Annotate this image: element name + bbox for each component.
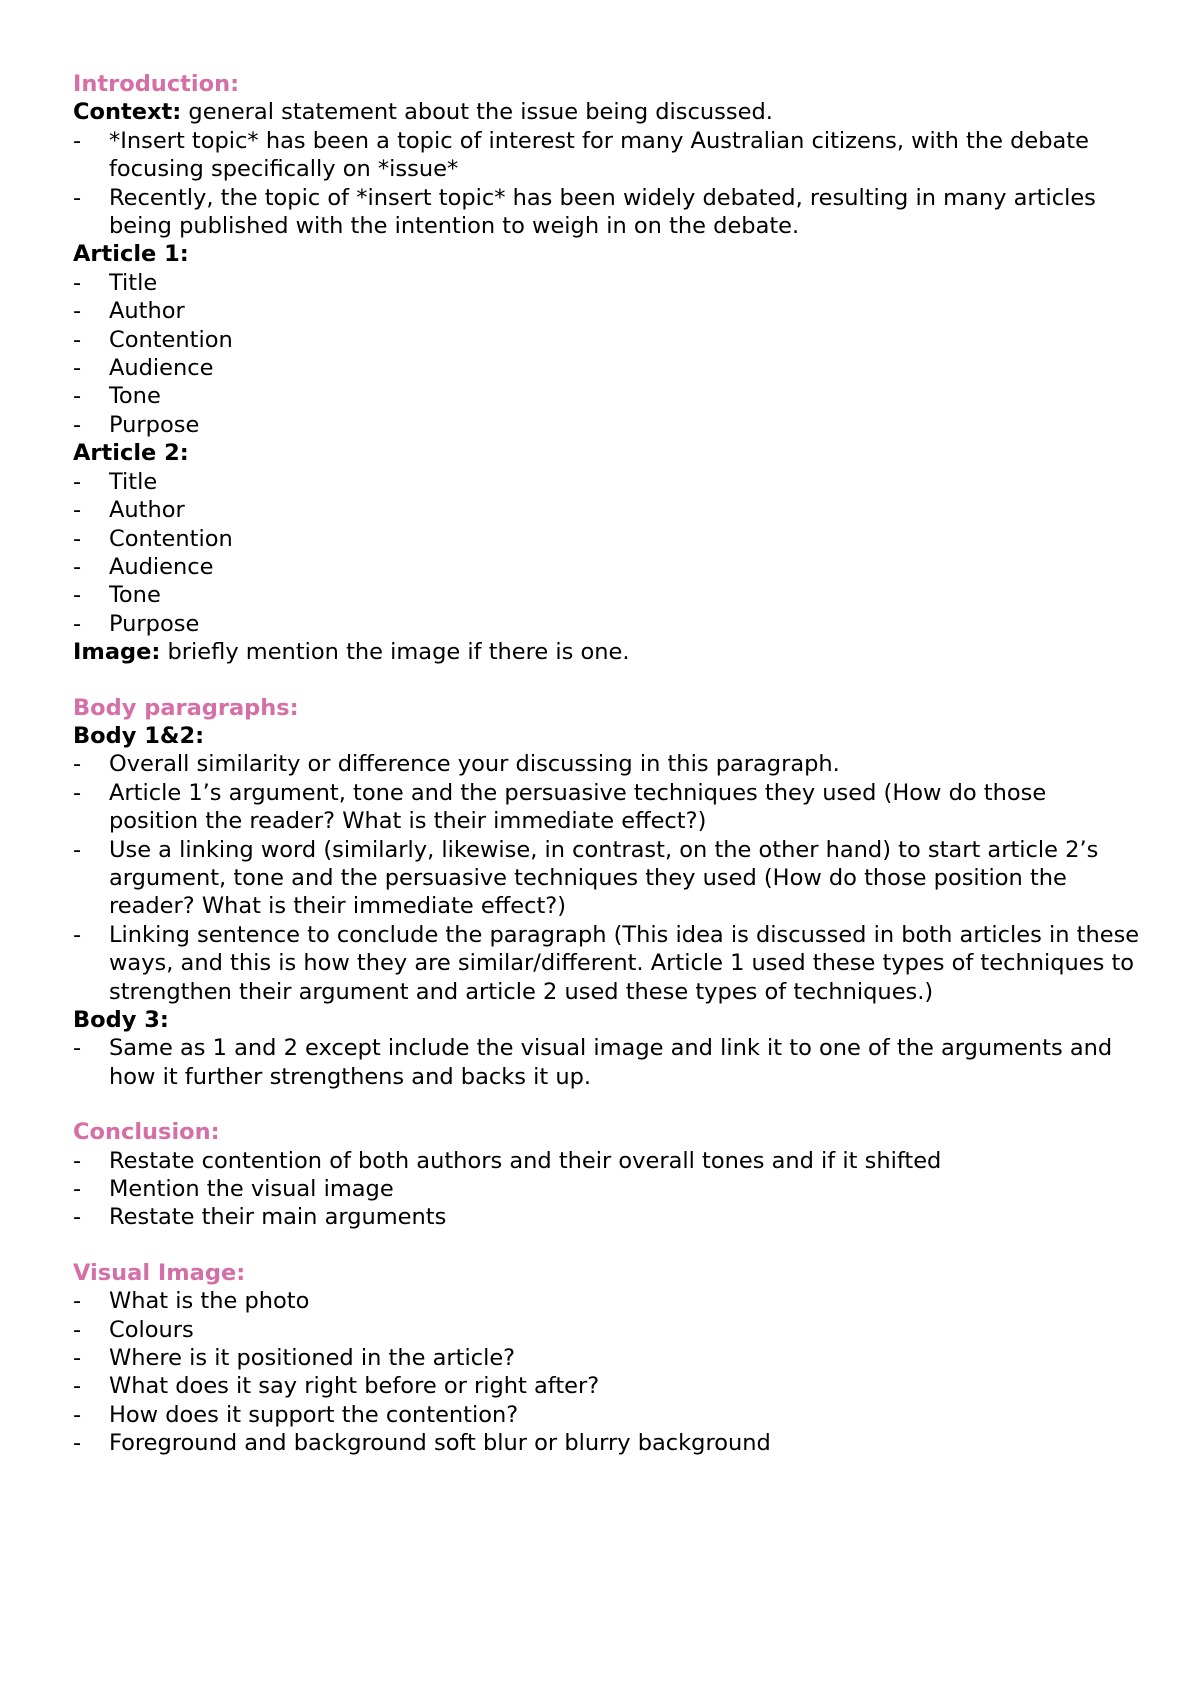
bullet-dash: -: [73, 326, 82, 353]
bullet-text: Purpose: [109, 610, 200, 637]
context-line: [73, 98, 1140, 126]
article2-list: [73, 468, 1140, 638]
bullet-dash: -: [73, 1288, 82, 1315]
bullet-dash: -: [73, 1204, 82, 1231]
bullet-dash: -: [73, 836, 82, 863]
bullet-text: Recently, the topic of *insert topic* has been widely debated, resulting in many articles being published with the intention to weigh in on the debate.: [109, 184, 1096, 240]
list-item: [73, 610, 1140, 638]
list-item: [73, 1147, 1140, 1175]
list-item: [73, 326, 1140, 354]
bullet-text: Article 1’s argument, tone and the persuasive techniques they used (How do those position the reader? What is their immediate effect?): [109, 779, 1047, 835]
bullet-text: Audience: [109, 355, 214, 382]
bullet-text: Same as 1 and 2 except include the visual image and link it to one of the arguments and how it further strengthens and backs it up.: [109, 1035, 1113, 1090]
bullet-dash: -: [73, 751, 82, 778]
bullet-dash: -: [73, 184, 82, 211]
bullet-dash: -: [73, 779, 82, 806]
section-gap: [73, 1232, 1140, 1259]
section-gap: [73, 667, 1140, 694]
bullet-text: How does it support the contention?: [109, 1401, 519, 1428]
introduction-heading: Introduction:: [73, 71, 240, 97]
bullet-text: What is the photo: [109, 1288, 310, 1315]
bullet-dash: -: [73, 411, 82, 438]
list-item: [73, 750, 1140, 778]
article2-label: Article 2:: [73, 440, 189, 467]
list-item: [73, 468, 1140, 496]
list-item: [73, 1429, 1140, 1457]
bullet-dash: -: [73, 525, 82, 552]
bullet-dash: -: [73, 468, 82, 495]
list-item: [73, 411, 1140, 439]
bullet-text: Author: [109, 497, 185, 524]
bullet-text: Foreground and background soft blur or blurry background: [109, 1430, 771, 1457]
body-heading: Body paragraphs:: [73, 694, 299, 721]
bullet-dash: -: [73, 1401, 82, 1428]
list-item: [73, 496, 1140, 524]
list-item: [73, 553, 1140, 581]
list-item: [73, 184, 1140, 241]
bullet-text: Mention the visual image: [109, 1176, 394, 1203]
bullet-text: Use a linking word (similarly, likewise, in contrast, on the other hand) to start article 2’s argument, tone and the persuasive techniques they used (How do those position the reader? What is their immediate effect?): [109, 836, 1099, 920]
list-item: [73, 779, 1140, 836]
bullet-text: Colours: [109, 1316, 194, 1343]
bullet-dash: -: [73, 355, 82, 382]
bullet-text: Title: [109, 269, 158, 296]
bullet-text: What does it say right before or right after?: [109, 1373, 600, 1400]
list-item: [73, 1316, 1140, 1344]
bullet-text: Contention: [109, 326, 233, 353]
visual-image-section: [73, 1259, 1140, 1458]
visual-image-list: [73, 1287, 1140, 1457]
context-bullet-list: [73, 127, 1140, 241]
list-item: [73, 921, 1140, 1006]
conclusion-heading: Conclusion:: [73, 1119, 220, 1146]
context-label: Context:: [73, 99, 182, 126]
bullet-dash: -: [73, 1430, 82, 1457]
introduction-section: [73, 70, 1140, 667]
bullet-dash: -: [73, 269, 82, 296]
visual-image-heading: Visual Image:: [73, 1259, 246, 1286]
bullet-dash: -: [73, 1147, 82, 1174]
list-item: [73, 1372, 1140, 1400]
list-item: [73, 1203, 1140, 1231]
bullet-text: Linking sentence to conclude the paragraph (This idea is discussed in both articles in these ways, and this is how they are similar/different. Article 1 used these types of techniques to strengthen their argument and article 2 used these types of techniques.): [109, 921, 1140, 1005]
bullet-dash: -: [73, 1176, 82, 1203]
bullet-dash: -: [73, 497, 82, 524]
bullet-text: Author: [109, 298, 185, 325]
bullet-text: Overall similarity or difference your discussing in this paragraph.: [109, 751, 840, 778]
list-item: [73, 836, 1140, 921]
body3-label: Body 3:: [73, 1007, 169, 1033]
bullet-dash: -: [73, 1345, 82, 1372]
list-item: [73, 1175, 1140, 1203]
bullet-dash: -: [73, 383, 82, 410]
bullet-dash: -: [73, 582, 82, 609]
bullet-dash: -: [73, 298, 82, 325]
bullet-text: Purpose: [109, 411, 200, 438]
conclusion-section: [73, 1118, 1140, 1232]
list-item: [73, 382, 1140, 410]
bullet-text: Tone: [109, 582, 161, 609]
list-item: [73, 581, 1140, 609]
bullet-dash: -: [73, 127, 82, 154]
body12-label: Body 1&2:: [73, 722, 205, 749]
list-item: [73, 354, 1140, 382]
bullet-text: Restate contention of both authors and their overall tones and if it shifted: [109, 1147, 942, 1174]
list-item: [73, 1401, 1140, 1429]
image-label: Image:: [73, 639, 161, 666]
image-line: [73, 638, 1140, 666]
bullet-dash: -: [73, 1373, 82, 1400]
context-text: general statement about the issue being discussed.: [181, 99, 773, 126]
body-section: [73, 694, 1140, 1092]
bullet-dash: -: [73, 921, 82, 948]
list-item: [73, 1344, 1140, 1372]
bullet-text: *Insert topic* has been a topic of interest for many Australian citizens, with the debate focusing specifically on *issue*: [109, 127, 1089, 183]
body3-list: [73, 1034, 1140, 1091]
article1-list: [73, 269, 1140, 439]
bullet-text: Restate their main arguments: [109, 1204, 447, 1231]
bullet-text: Title: [109, 468, 158, 495]
body12-list: [73, 750, 1140, 1006]
list-item: [73, 525, 1140, 553]
section-gap: [73, 1091, 1140, 1118]
list-item: [73, 297, 1140, 325]
list-item: [73, 269, 1140, 297]
list-item: [73, 1287, 1140, 1315]
bullet-dash: -: [73, 1316, 82, 1343]
bullet-text: Contention: [109, 525, 233, 552]
bullet-text: Audience: [109, 553, 214, 580]
bullet-text: Where is it positioned in the article?: [109, 1345, 516, 1372]
bullet-dash: -: [73, 610, 82, 637]
conclusion-list: [73, 1147, 1140, 1232]
bullet-text: Tone: [109, 383, 161, 410]
article1-label: Article 1:: [73, 241, 189, 268]
list-item: [73, 1034, 1140, 1091]
bullet-dash: -: [73, 553, 82, 580]
list-item: [73, 127, 1140, 184]
image-text: briefly mention the image if there is one.: [160, 639, 630, 666]
bullet-dash: -: [73, 1035, 82, 1062]
